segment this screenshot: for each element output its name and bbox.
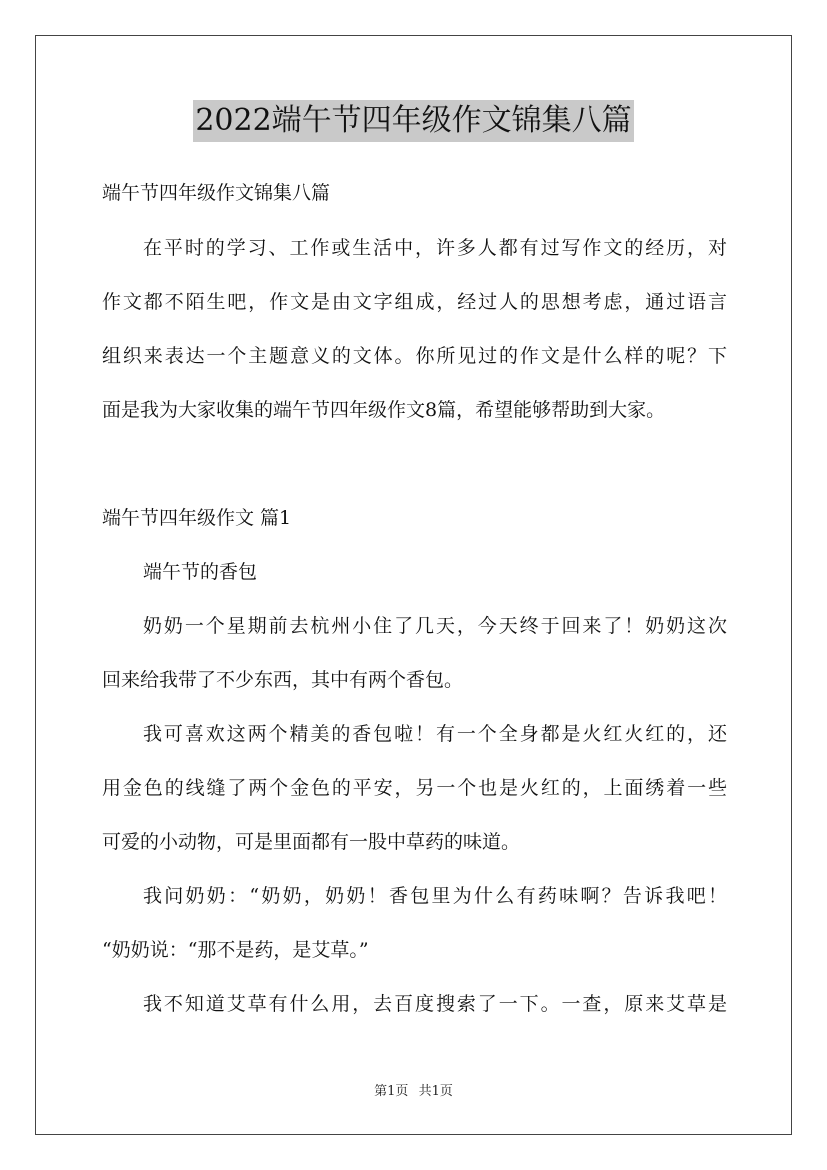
essay-title: 端午节的香包: [143, 561, 258, 583]
intro-line-3: 组织来表达一个主题意义的文体。你所见过的作文是什么样的呢？下: [102, 345, 727, 367]
body-line-2: 回来给我带了不少东西，其中有两个香包。: [102, 669, 464, 691]
body-line-6: 我问奶奶：“奶奶，奶奶！香包里为什么有药味啊？告诉我吧！: [143, 885, 727, 907]
body-line-3: 我可喜欢这两个精美的香包啦！有一个全身都是火红火红的，还: [143, 723, 727, 745]
intro-line-2: 作文都不陌生吧，作文是由文字组成，经过人的思想考虑，通过语言: [102, 291, 727, 313]
page-number-current: 第1页: [374, 1084, 409, 1099]
intro-line-4: 面是我为大家收集的端午节四年级作文8篇，希望能够帮助到大家。: [102, 399, 666, 421]
page-number-total: 共1页: [418, 1084, 453, 1099]
body-line-5: 可爱的小动物，可是里面都有一股中草药的味道。: [102, 831, 521, 853]
page-footer: [0, 1083, 827, 1101]
body-line-4: 用金色的线缝了两个金色的平安，另一个也是火红的，上面绣着一些: [102, 777, 727, 799]
section-heading: 端午节四年级作文 篇1: [102, 507, 292, 529]
body-line-8: 我不知道艾草有什么用，去百度搜索了一下。一查，原来艾草是: [143, 993, 727, 1015]
body-line-7: “奶奶说：“那不是药，是艾草。”: [102, 939, 369, 961]
subtitle: 端午节四年级作文锦集八篇: [102, 182, 331, 204]
intro-line-1: 在平时的学习、工作或生活中，许多人都有过写作文的经历，对: [143, 237, 727, 259]
document-title: 2022端午节四年级作文锦集八篇: [193, 100, 633, 142]
body-line-1: 奶奶一个星期前去杭州小住了几天，今天终于回来了！奶奶这次: [143, 615, 727, 637]
title-container: [0, 100, 827, 142]
